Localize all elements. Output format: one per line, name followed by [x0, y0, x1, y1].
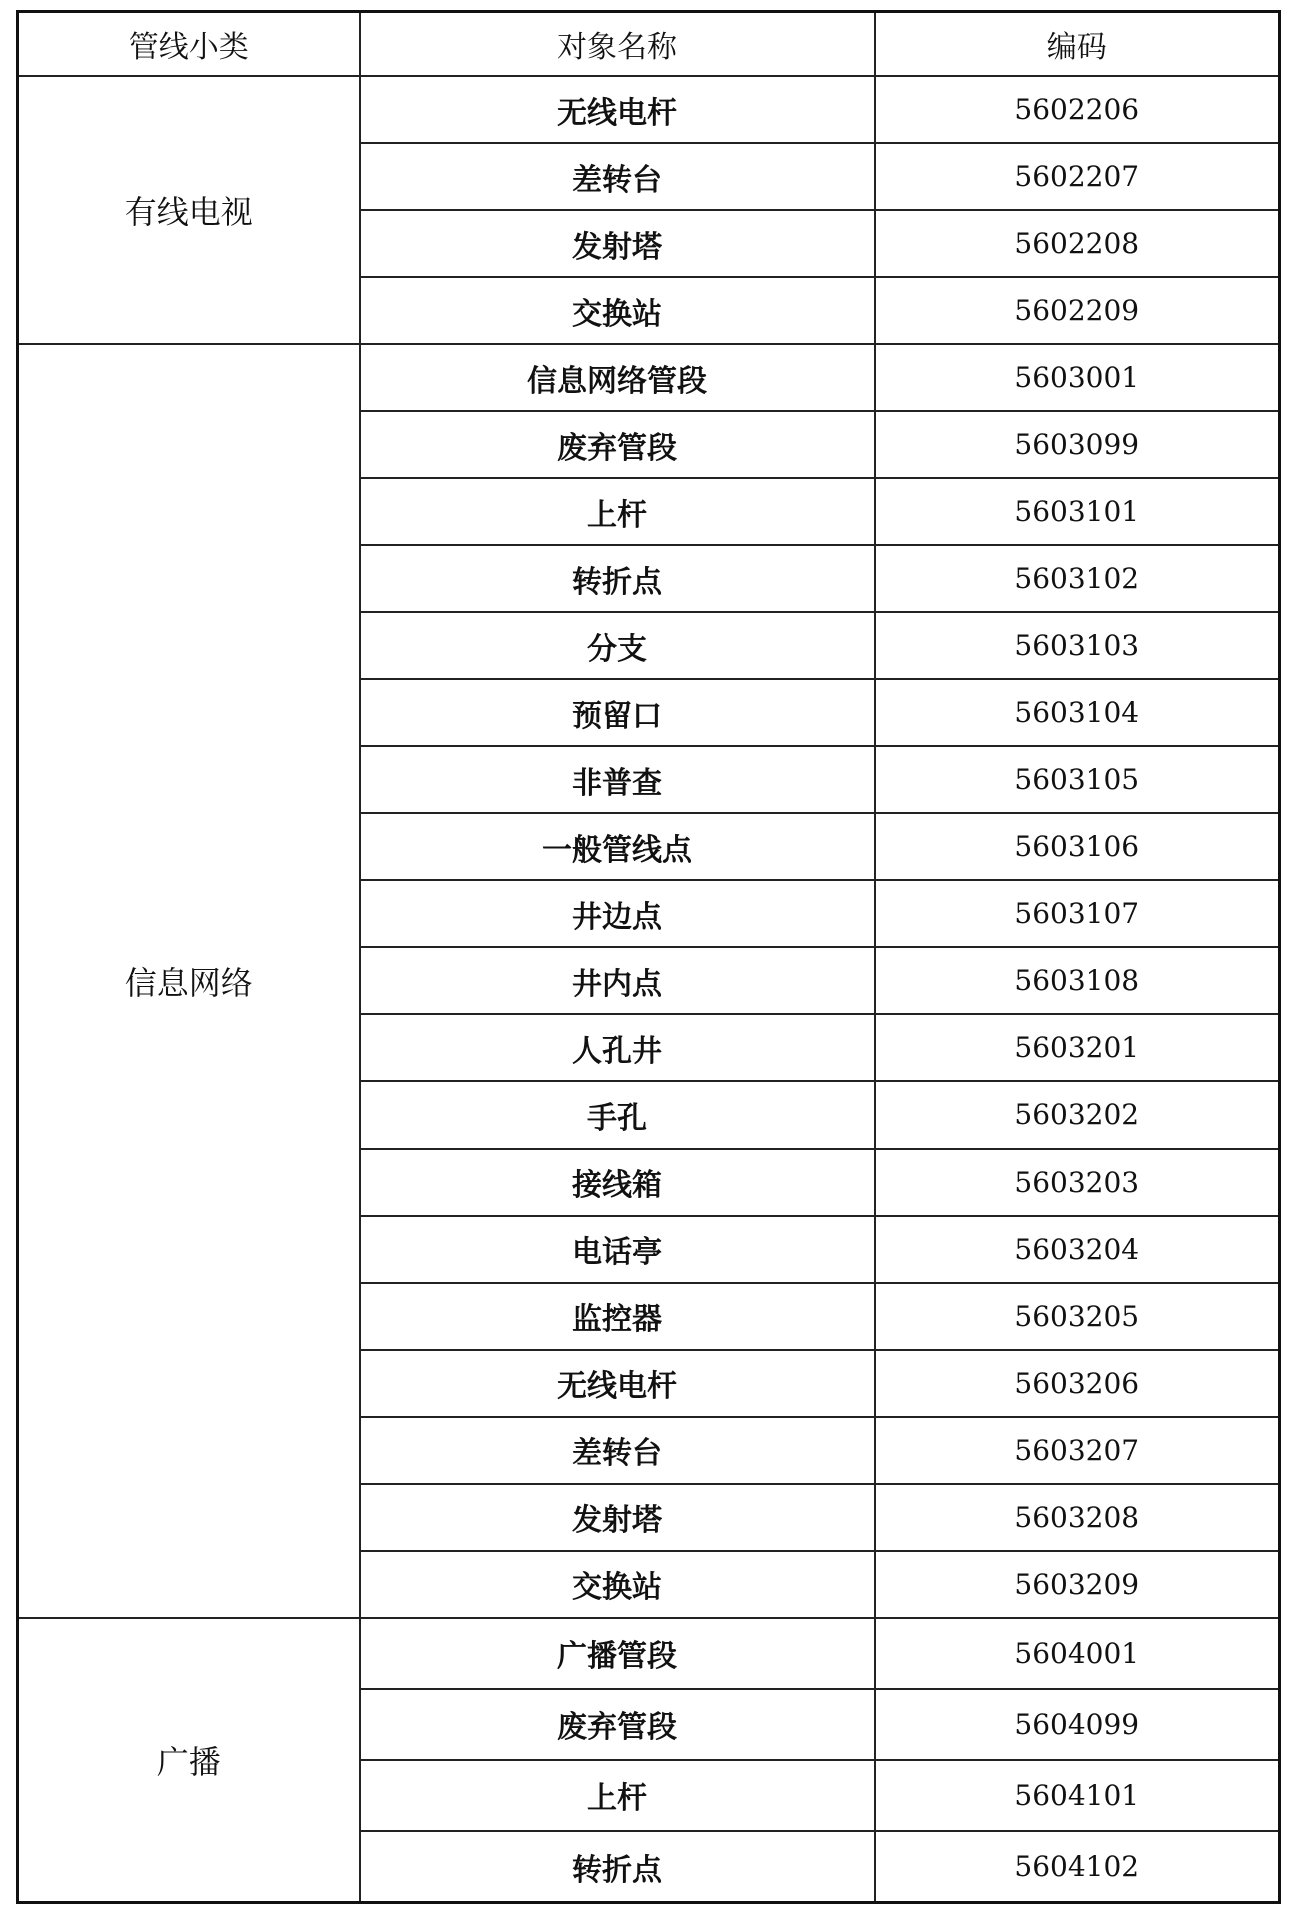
object-name-cell: 转折点 — [360, 1831, 875, 1902]
table-header — [18, 12, 1280, 77]
object-name-cell: 无线电杆 — [360, 1350, 875, 1417]
code-cell: 5603107 — [875, 880, 1280, 947]
object-name-cell: 井边点 — [360, 880, 875, 947]
object-name-cell: 接线箱 — [360, 1149, 875, 1216]
table-row — [18, 344, 1280, 411]
code-cell: 5603201 — [875, 1014, 1280, 1081]
code-cell: 5604099 — [875, 1689, 1280, 1760]
object-name-cell: 一般管线点 — [360, 813, 875, 880]
object-name-cell: 手孔 — [360, 1081, 875, 1148]
object-name-cell: 分支 — [360, 612, 875, 679]
pipeline-code-table — [16, 10, 1281, 1904]
object-name-cell: 上杆 — [360, 1760, 875, 1831]
code-cell: 5603108 — [875, 947, 1280, 1014]
object-name-cell: 交换站 — [360, 277, 875, 344]
code-cell: 5603203 — [875, 1149, 1280, 1216]
code-cell: 5603205 — [875, 1283, 1280, 1350]
code-cell: 5603099 — [875, 411, 1280, 478]
object-name-cell: 预留口 — [360, 679, 875, 746]
object-name-cell: 人孔井 — [360, 1014, 875, 1081]
object-name-cell: 差转台 — [360, 1417, 875, 1484]
code-cell: 5603103 — [875, 612, 1280, 679]
category-cell: 广播 — [18, 1618, 360, 1903]
table-row — [18, 76, 1280, 143]
object-name-cell: 上杆 — [360, 478, 875, 545]
code-cell: 5604101 — [875, 1760, 1280, 1831]
category-cell: 信息网络 — [18, 344, 360, 1618]
code-cell: 5604001 — [875, 1618, 1280, 1689]
code-cell: 5603106 — [875, 813, 1280, 880]
object-name-cell: 发射塔 — [360, 210, 875, 277]
object-name-cell: 转折点 — [360, 545, 875, 612]
code-cell: 5603105 — [875, 746, 1280, 813]
code-cell: 5603202 — [875, 1081, 1280, 1148]
header-row — [18, 12, 1280, 77]
object-name-cell: 差转台 — [360, 143, 875, 210]
object-name-cell: 井内点 — [360, 947, 875, 1014]
header-object-name: 对象名称 — [360, 12, 875, 77]
code-cell: 5603206 — [875, 1350, 1280, 1417]
code-cell: 5603204 — [875, 1216, 1280, 1283]
code-cell: 5603102 — [875, 545, 1280, 612]
code-cell: 5602207 — [875, 143, 1280, 210]
object-name-cell: 无线电杆 — [360, 76, 875, 143]
object-name-cell: 监控器 — [360, 1283, 875, 1350]
code-cell: 5603209 — [875, 1551, 1280, 1618]
code-cell: 5602209 — [875, 277, 1280, 344]
object-name-cell: 废弃管段 — [360, 1689, 875, 1760]
object-name-cell: 非普查 — [360, 746, 875, 813]
table-body — [18, 76, 1280, 1903]
object-name-cell: 电话亭 — [360, 1216, 875, 1283]
code-cell: 5603001 — [875, 344, 1280, 411]
code-cell: 5602206 — [875, 76, 1280, 143]
object-name-cell: 广播管段 — [360, 1618, 875, 1689]
object-name-cell: 交换站 — [360, 1551, 875, 1618]
code-cell: 5604102 — [875, 1831, 1280, 1902]
code-cell: 5602208 — [875, 210, 1280, 277]
code-cell: 5603104 — [875, 679, 1280, 746]
object-name-cell: 发射塔 — [360, 1484, 875, 1551]
code-cell: 5603207 — [875, 1417, 1280, 1484]
header-category: 管线小类 — [18, 12, 360, 77]
header-code: 编码 — [875, 12, 1280, 77]
category-cell: 有线电视 — [18, 76, 360, 344]
object-name-cell: 废弃管段 — [360, 411, 875, 478]
object-name-cell: 信息网络管段 — [360, 344, 875, 411]
code-cell: 5603208 — [875, 1484, 1280, 1551]
code-cell: 5603101 — [875, 478, 1280, 545]
table-row — [18, 1618, 1280, 1689]
